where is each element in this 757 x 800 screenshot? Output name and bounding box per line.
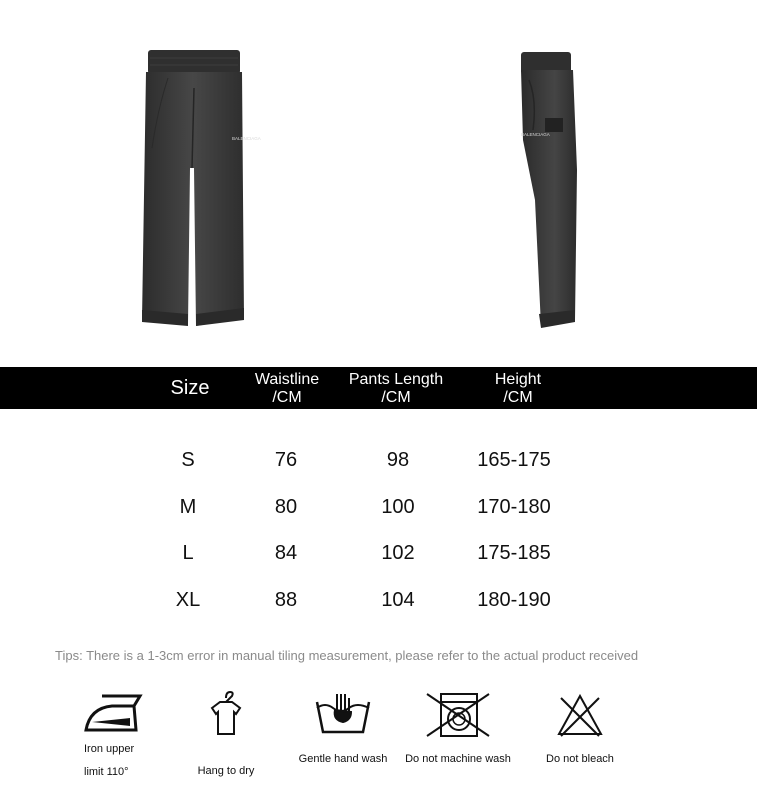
iron-icon <box>82 690 142 736</box>
table-row <box>0 493 757 523</box>
table-row <box>0 539 757 569</box>
cell-waist: 84 <box>274 542 298 564</box>
cell-height: 175-185 <box>477 542 551 564</box>
cell-size: XL <box>175 589 201 611</box>
iron-label-line2: limit 110° <box>84 766 129 778</box>
care-hang <box>186 688 266 781</box>
header-pants-length-label: Pants Length <box>348 371 444 388</box>
header-waistline-unit: /CM <box>272 389 302 406</box>
measurement-tips: Tips: There is a 1-3cm error in manual tiling measurement, please refer to the actual product received <box>55 648 639 663</box>
no-bleach-icon <box>555 692 605 738</box>
cell-height: 180-190 <box>477 589 551 611</box>
no-machine-label: Do not machine wash <box>405 753 511 765</box>
cell-size: M <box>179 496 197 518</box>
care-iron <box>76 690 148 782</box>
header-waistline <box>236 371 338 407</box>
header-size: Size <box>170 377 210 399</box>
header-pants-length-unit: /CM <box>381 389 411 406</box>
size-chart-header <box>0 367 757 409</box>
header-height-unit: /CM <box>503 389 533 406</box>
header-height <box>468 371 568 407</box>
cell-length: 102 <box>381 542 415 564</box>
header-height-label: Height <box>494 371 542 388</box>
header-waistline-label: Waistline <box>254 371 320 388</box>
pants-side-photo <box>515 50 583 330</box>
care-hand-wash <box>292 692 394 769</box>
hang-label: Hang to dry <box>197 765 255 777</box>
table-row <box>0 446 757 476</box>
header-pants-length <box>336 371 456 407</box>
pants-logo: BALENCIAGA <box>232 136 261 141</box>
cell-length: 100 <box>381 496 415 518</box>
no-bleach-label: Do not bleach <box>546 753 614 765</box>
iron-label-line1: Iron upper <box>84 743 135 755</box>
cell-size: L <box>182 542 194 564</box>
cell-height: 170-180 <box>477 496 551 518</box>
hand-wash-icon <box>313 692 373 736</box>
cell-waist: 76 <box>274 449 298 471</box>
pants-front-photo <box>138 48 261 330</box>
cell-length: 98 <box>386 449 410 471</box>
cell-height: 165-175 <box>477 449 551 471</box>
no-machine-wash-icon <box>423 692 493 738</box>
care-no-machine <box>398 692 518 769</box>
table-row <box>0 586 757 616</box>
hanger-shirt-icon <box>204 688 248 738</box>
care-no-bleach <box>536 692 624 769</box>
cell-waist: 80 <box>274 496 298 518</box>
hand-wash-label: Gentle hand wash <box>298 753 388 765</box>
cell-size: S <box>181 449 195 471</box>
cell-length: 104 <box>381 589 415 611</box>
pants-side-logo: BALENCIAGA <box>521 132 550 137</box>
cell-waist: 88 <box>274 589 298 611</box>
